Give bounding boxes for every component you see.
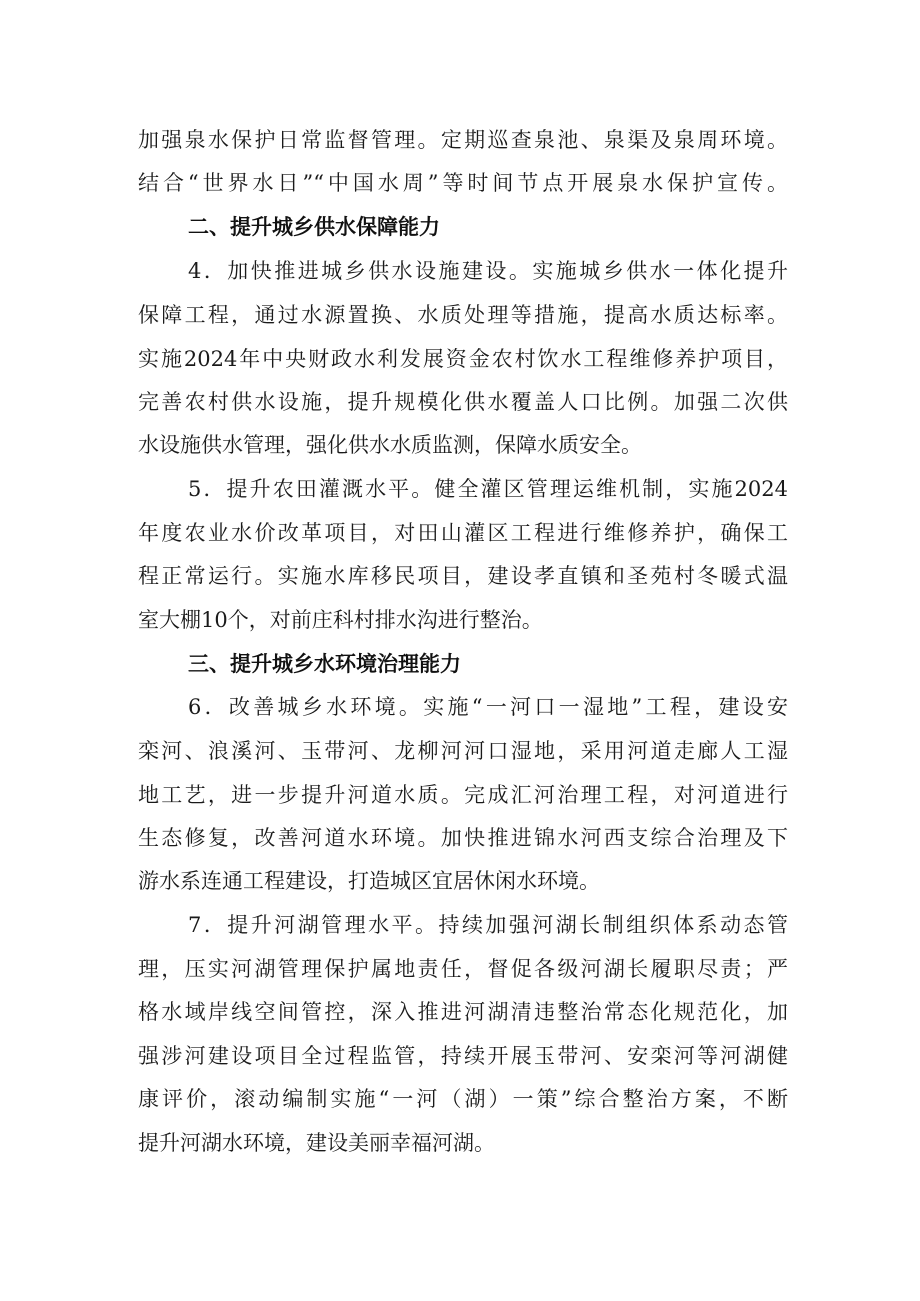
paragraph-line: 康评价，滚动编制实施“一河（湖）一策”综合整治方案，不断 xyxy=(138,1087,788,1111)
paragraph-line: 6．改善城乡水环境。实施“一河口一湿地”工程，建设安 xyxy=(188,695,788,719)
paragraph-line: 4．加快推进城乡供水设施建设。实施城乡供水一体化提升 xyxy=(188,259,788,283)
paragraph-line: 格水域岸线空间管控，深入推进河湖清违整治常态化规范化，加 xyxy=(138,1000,788,1024)
paragraph-line: 年度农业水价改革项目，对田山灌区工程进行维修养护，确保工 xyxy=(138,521,788,545)
paragraph-line: 游水系连通工程建设，打造城区宜居休闲水环境。 xyxy=(138,869,600,893)
paragraph-line: 水设施供水管理，强化供水水质监测，保障水质安全。 xyxy=(138,433,642,457)
section-heading-2: 二、提升城乡供水保障能力 xyxy=(188,215,440,239)
paragraph-line: 5．提升农田灌溉水平。健全灌区管理运维机制，实施2024 xyxy=(188,477,788,501)
paragraph-line: 保障工程，通过水源置换、水质处理等措施，提高水质达标率。 xyxy=(138,303,788,327)
paragraph-line: 结合“世界水日”“中国水周”等时间节点开展泉水保护宣传。 xyxy=(138,171,788,195)
paragraph-line: 实施2024年中央财政水利发展资金农村饮水工程维修养护项目， xyxy=(138,347,788,371)
paragraph-line: 理，压实河湖管理保护属地责任，督促各级河湖长履职尽责；严 xyxy=(138,957,788,981)
paragraph-line: 地工艺，进一步提升河道水质。完成汇河治理工程，对河道进行 xyxy=(138,783,788,807)
paragraph-line: 生态修复，改善河道水环境。加快推进锦水河西支综合治理及下 xyxy=(138,826,788,850)
paragraph-line: 7．提升河湖管理水平。持续加强河湖长制组织体系动态管 xyxy=(188,913,788,937)
paragraph-line: 完善农村供水设施，提升规模化供水覆盖人口比例。加强二次供 xyxy=(138,390,788,414)
paragraph-line: 强涉河建设项目全过程监管，持续开展玉带河、安栾河等河湖健 xyxy=(138,1044,788,1068)
paragraph-line: 加强泉水保护日常监督管理。定期巡查泉池、泉渠及泉周环境。 xyxy=(138,128,788,152)
paragraph-line: 栾河、浪溪河、玉带河、龙柳河河口湿地，采用河道走廊人工湿 xyxy=(138,739,788,763)
section-heading-3: 三、提升城乡水环境治理能力 xyxy=(188,652,461,676)
paragraph-line: 提升河湖水环境，建设美丽幸福河湖。 xyxy=(138,1131,495,1155)
paragraph-line: 室大棚10个，对前庄科村排水沟进行整治。 xyxy=(138,608,543,632)
paragraph-line: 程正常运行。实施水库移民项目，建设孝直镇和圣苑村冬暖式温 xyxy=(138,564,788,588)
